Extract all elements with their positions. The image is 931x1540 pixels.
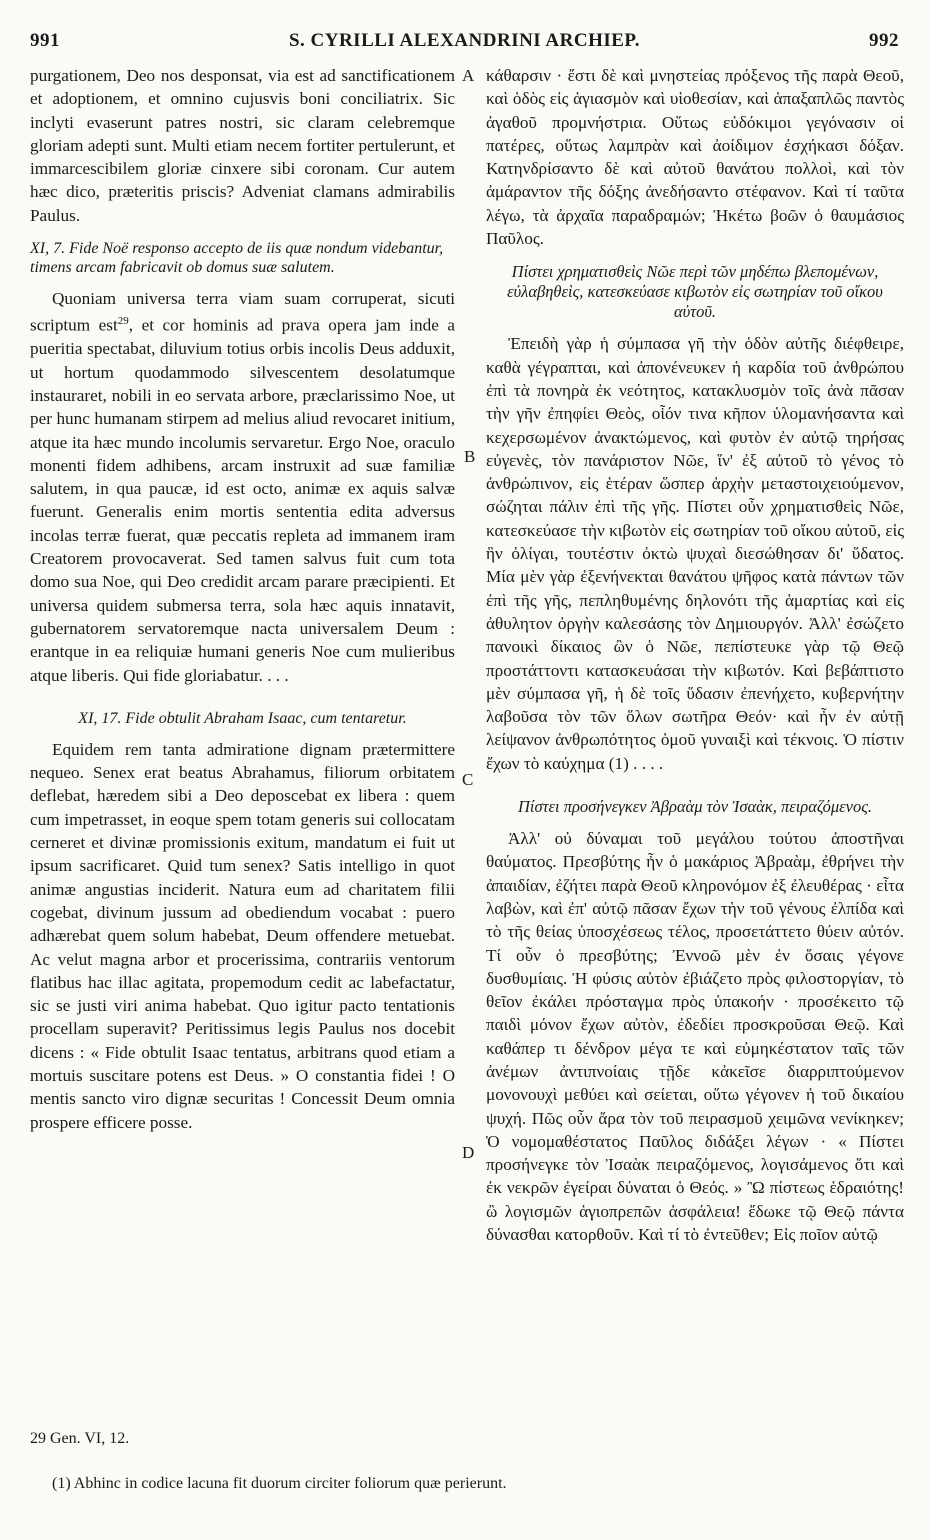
latin-heading-2: XI, 17. Fide obtulit Abraham Isaac, cum tentaretur. bbox=[78, 709, 407, 727]
latin-paragraph-1: purgationem, Deo nos desponsat, via est ad sanctificationem et adoptionem, et omnino cujusvis boni conciliatrix. Sic inclyti evaserunt patres nostri, sic claram celebremque gloriam adepti sunt. Multi etiam necem fortiter pertulerunt, et immarcescibilem gloriæ cinxere sibi coronam. Cur autem hæc dico, præteritis priscis? Adveniat clamans admirabilis Paulus. bbox=[30, 66, 455, 225]
latin-paragraph-2b: , et cor hominis ad prava opera jam inde a pueritia spectabat, diluvium totius orbis incolis Deus adduxit, ut hortum quodammodo silvescentem desolatumque instauraret, nobili in eo servata arbore, præclarissimo Noe, ut per hunc humanam stirpem ad melius aliud revocaret initium, atque ita hæc mundo incolumis servaretur. Ergo Noe, oraculo monenti fidem adhibens, arcam instruxit ad suæ familiæ salutem, in qua paucæ, id est octo, animæ ex aquis salvæ fuerunt. Generalis enim mortis sententia edita adversus incolas terræ fuerat, quæ peccatis repleta ad immanem iram Creatorem provocaverat. Sed tamen salvus fuit cum tota domo sua Noe, qui Deo credidit arcam parare præcipienti. Et universa quidem submersa terra, sola hæc aquis innatavit, gubernatorem servatoremque nacta universalem Deum : erantque in ea reliquiæ humani generis Noe cum mulieribus atque liberis. Qui fide gloriabatur. . . . bbox=[30, 316, 455, 685]
margin-letter-d: D bbox=[462, 1143, 475, 1162]
margin-letter-c: C bbox=[462, 770, 474, 789]
greek-heading-2: Πίστει προσήνεγκεν Ἀβραὰμ τὸν Ἰσαὰκ, πειραζόμενος. bbox=[517, 797, 873, 817]
page-header bbox=[30, 30, 899, 58]
greek-paragraph-2: Ἐπειδὴ γὰρ ἡ σύμπασα γῆ τὴν ὁδὸν αὐτῆς διέφθειρε, καθὰ γέγραπται, καὶ ἀπονένευκεν ἡ καρδία τοῦ ἀνθρώπου ἐπὶ τὰ πονηρὰ ἐκ νεότητος, κατακλυσμὸν τοῖς ἀνὰ πᾶσαν τὴν γῆν ἐπηφίει Θεὸς, οἷόν τινα κῆπον ὑλομανήσαντα καὶ κεχερσωμένον ἀνακτώμενος, καὶ φυτὸν ἐν αὐτῷ τηρήσας εὐγενὲς, τὸν πανάριστον Νῶε, ἵν' ἐξ αὐτοῦ τὸ γένος τὸ ἀνθρώπινον, εἰς ἑτέραν ὥσπερ ἀρχὴν μεταστοιχειούμενον, σώζηται πάλιν ἐπὶ τῆς γῆς. Πίστει οὖν χρηματισθεὶς Νῶε, κατεσκεύασε τὴν κιβωτὸν εἰς σωτηρίαν τοῦ οἴκου αὐτοῦ, εἰς ἣν ὀλίγαι, τουτέστιν ὀκτὼ ψυχαὶ διεσώθησαν δι' ὕδατος. Μία μὲν γὰρ ἐξενήνεκται θανάτου ψῆφος κατὰ πάντων τῶν ἐπὶ τῆς γῆς, πεπληθυμένης δηλονότι τῆς ἁμαρτίας καὶ εἰς ἀθυλητον ὀργὴν καλεσάσης τὸν Δημιουργόν. Ἀλλ' ἐσώζετο πανοικὶ δίκαιος ὢν ὁ Νῶε, πεπίστευκε γὰρ τῷ Θεῷ προστάττοντι κατασκευάσαι τὴν κιβωτόν. Καὶ βεβάπτιστο μὲν σύμπασα γῆ, ἡ δὲ τοῖς ὕδασιν ἐπενήχετο, κυβερνήτην λαβοῦσα τὸν τῶν ὅλων σωτῆρα Θεόν· καὶ ἦν ἐν αὐτῇ λείψανον ἀνθρωπότητος ὁμοῦ γυναιξὶ καὶ τέκνοις. Ὁ πίστιν ἔχων τὸ καύχημα (1) . . . . bbox=[486, 334, 904, 773]
footnote-ref-29: 29 bbox=[117, 315, 129, 328]
latin-paragraph-2 bbox=[30, 287, 455, 687]
margin-letter-b: B bbox=[464, 447, 476, 466]
running-title: S. CYRILLI ALEXANDRINI ARCHIEP. bbox=[288, 30, 641, 51]
latin-paragraph-2a: Quoniam universa terra viam suam corruperat, sicuti scriptum est bbox=[30, 289, 455, 336]
page-number-right: 992 bbox=[869, 30, 899, 51]
greek-column bbox=[486, 64, 904, 1246]
latin-paragraph-3: Equidem rem tanta admiratione dignam prætermittere nequeo. Senex erat beatus Abrahamus, filiorum orbitatem deflebat, hæredem sibi a Deo deposcebat ex libera : quem cum impetrasset, in eoque spem totam generis sui collocatam cerneret et divinæ promissionis exitum, mandatum ei fuit ut ipsum sacrificaret. Quid tum senex? Satis intelligo in quot animæ angustias inciderit. Natura eum ad charitatem filii cogebat, divinum jussum ad obediendum vocabat : puero adhærebat quem solum habebat, Deum offendere metuebat. Ac velut magna arbor et procerissima, contrariis ventorum flatibus hac illac agitata, propemodum cedit ac labefactatur, sic se justi viri anima habebat. Quo igitur pacto tentationis procellam superavit? Peritissimus legis Paulus nos docebit dicens : « Fide obtulit Isaac tentatus, arbitrans quod etiam a mortuis suscitare potens est Deus. » O constantia fidei ! O mentis sancto viro dignæ securitas ! Concessit Deum omnia prospere efficere posse. bbox=[30, 739, 455, 1132]
footnote-lacuna: (1) Abhinc in codice lacuna fit duorum circiter foliorum quæ perierunt. bbox=[52, 1475, 507, 1492]
margin-letter-a: A bbox=[462, 66, 475, 85]
footnote-gen: 29 Gen. VI, 12. bbox=[30, 1430, 130, 1447]
page-number-left: 991 bbox=[30, 30, 60, 51]
latin-column bbox=[30, 64, 455, 1134]
latin-heading-1: XI, 7. Fide Noë responso accepto de iis quæ nondum videbantur, timens arcam fabricavit ob domus suæ salutem. bbox=[30, 240, 444, 277]
greek-paragraph-3: Ἀλλ' οὐ δύναμαι τοῦ μεγάλου τούτου ἀποστῆναι θαύματος. Πρεσβύτης ἦν ὁ μακάριος Ἀβραὰμ, ἐθρήνει τὴν ἀπαιδίαν, ἐζήτει παρὰ Θεοῦ κληρονόμον ἐξ ἐλευθέρας · εἶτα λαβὼν, καὶ ἐπ' αὐτῷ πᾶσαν ἔχων τὴν τοῦ γένους ἐλπίδα καὶ τὸ τῆς θείας ὑποσχέσεως τέλος, προσετάττετο θύειν αὐτόν. Τί οὖν ὁ πρεσβύτης; Ἐννοῶ μὲν ἐν ὅσαις γέγονε δυσθυμίαις. Ἡ φύσις αὐτὸν ἐβιάζετο πρὸς φιλοστοργίαν, τὸ θεῖον ἐκάλει πρόσταγμα πρὸς ὑπακοήν · προσέκειτο τῷ παιδὶ μόνον ἔχων αὐτὸν, ἐδεδίει προσκροῦσαι Θεῷ. Καὶ καθάπερ τι δένδρον μέγα τε καὶ εὐμηκέστατον ταῖς τῶν ἀνέμων ἀντιπνοίαις τῇδε κἀκεῖσε διαρριπτούμενον μονονουχὶ μεθύει καὶ σείεται, οὕτω γέγονεν ἡ τοῦ δικαίου ψυχή. Πῶς οὖν ἄρα τὸν τοῦ πειρασμοῦ χειμῶνα νενίκηκεν; Ὁ νομομαθέστατος Παῦλος διδάξει λέγων · « Πίστει προσήνεγκε τὸν Ἰσαὰκ πειραζόμενος, λογισάμενος ὅτι καὶ ἐκ νεκρῶν ἐγείραι δύναται ὁ Θεός. » Ὢ πίστεως ἑδραιότης! ὢ λογισμῶν ἁγιοπρεπῶν ἀσφάλεια! ἔδωκε τῷ Θεῷ πάντα δύνασθαι κατορθοῦν. Καὶ τί τὸ ἐντεῦθεν; Εἰς ποῖον αὐτῷ bbox=[486, 829, 904, 1245]
greek-paragraph-1: κάθαρσιν · ἔστι δὲ καὶ μνηστείας πρόξενος τῆς παρὰ Θεοῦ, καὶ ὁδὸς εἰς ἁγιασμὸν καὶ υἱοθεσίαν, καὶ ἁπαξαπλῶς παντὸς ἀγαθοῦ προμνήστρια. Οὕτως εὐδόκιμοι γεγόνασιν οἱ πατέρες, οὕτως λαμπρὰν καὶ ἀοίδιμον ἐσχήκασι δόξαν. Κατηνδρίσαντο δὲ καὶ αὐτοῦ θανάτου πολλοὶ, καὶ τὸν ἀμάραντον τῆς δόξης ἀνεδήσαντο στέφανον. Καὶ τί ταῦτα λέγω, τὰ ἀρχαῖα παραδραμών; Ἡκέτω βοῶν ὁ θαυμάσιος Παῦλος. bbox=[486, 66, 904, 249]
greek-heading-1: Πίστει χρηματισθεὶς Νῶε περὶ τῶν μηδέπω βλεπομένων, εὐλαβηθεὶς, κατεσκεύασε κιβωτὸν εἰς σωτηρίαν τοῦ οἴκου αὐτοῦ. bbox=[507, 262, 883, 322]
